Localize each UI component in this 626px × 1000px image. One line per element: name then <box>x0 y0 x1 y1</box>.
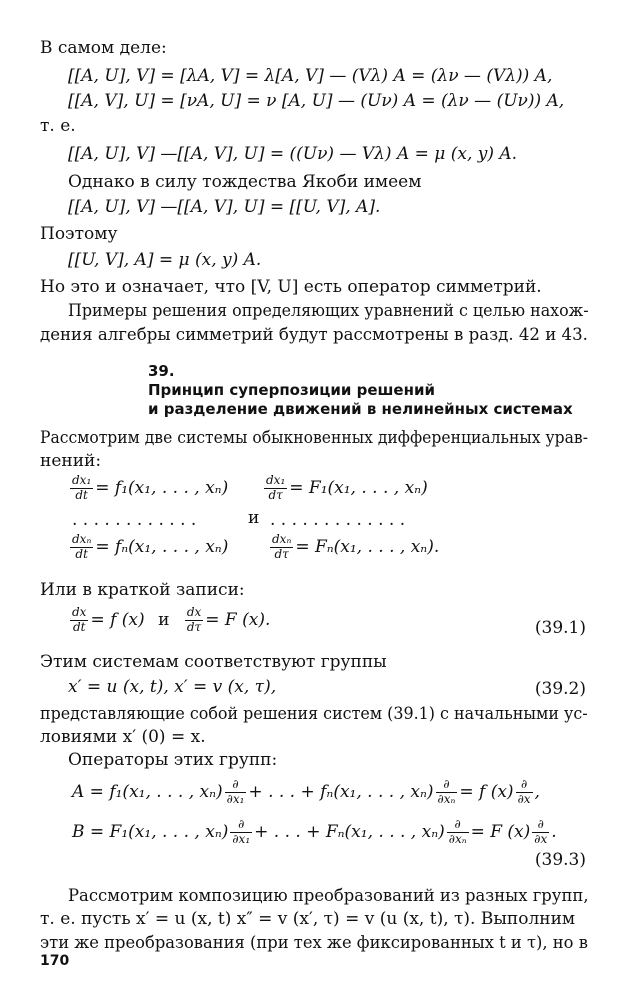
fraction-denominator: dτ <box>268 487 283 502</box>
text-line: Поэтому <box>40 224 118 244</box>
equation-part: + . . . + fₙ(x₁, . . . , xₙ) <box>248 781 434 802</box>
fraction-denominator: dτ <box>274 546 289 561</box>
equation <box>268 533 439 562</box>
fraction-denominator: ∂x₁ <box>232 831 251 846</box>
fraction-numerator: dx <box>72 605 87 619</box>
equation-rhs: = f₁(x₁, . . . , xₙ) <box>95 477 229 498</box>
equation <box>68 474 228 503</box>
equation-39-1 <box>68 606 270 635</box>
equation-number: (39.2) <box>534 679 586 699</box>
punctuation: , <box>534 781 540 802</box>
text-line: Этим системам соответствуют группы <box>40 652 387 672</box>
text-line: Примеры решения определяющих уравнений с целью нахож- <box>68 301 589 321</box>
text-line: Но это и означает, что [V, U] есть оператор симметрий. <box>40 277 542 297</box>
punctuation: . <box>551 821 557 842</box>
fraction-denominator: dτ <box>186 619 202 634</box>
fraction-numerator: ∂ <box>436 778 458 793</box>
equation-part: A = f₁(x₁, . . . , xₙ) <box>72 781 223 802</box>
equation-39-2: x′ = u (x, t), x′ = v (x, τ), <box>68 677 277 697</box>
equation-part: B = F₁(x₁, . . . , xₙ) <box>72 821 229 842</box>
text-line: ловиями x′ (0) = x. <box>40 727 206 747</box>
text-line: дения алгебры симметрий будут рассмотрены в разд. 42 и 43. <box>40 325 588 345</box>
equation: [[A, V], U] = [νA, U] = ν [A, U] — (Uν) A = (λν — (Uν)) A, <box>68 91 565 111</box>
dots: . . . . . . . . . . . . . <box>270 510 406 530</box>
equation-rhs: = F₁(x₁, . . . , xₙ) <box>289 477 428 498</box>
fraction-denominator: dt <box>75 487 88 502</box>
section-title: Принцип суперпозиции решений <box>148 381 435 399</box>
section-number: 39. <box>148 362 175 380</box>
equation-part: = f (x) <box>459 781 514 802</box>
fraction-numerator: dx₁ <box>72 473 92 487</box>
operator-a-equation <box>72 778 540 807</box>
text-line: Рассмотрим композицию преобразований из разных групп, <box>68 886 589 906</box>
and-word: и <box>158 609 170 630</box>
text-line: представляющие собой решения систем (39.1) с начальными ус- <box>40 704 588 724</box>
equation <box>68 533 228 562</box>
text-line: Однако в силу тождества Якоби имеем <box>68 172 422 192</box>
operator-b-equation <box>72 818 557 847</box>
equation: [[A, U], V] = [λA, V] = λ[A, V] — (Vλ) A = (λν — (Vλ)) A, <box>68 66 553 86</box>
text-line: нений: <box>40 451 102 471</box>
fraction-numerator: ∂ <box>230 818 252 833</box>
and-word: и <box>248 508 260 528</box>
text-line: эти же преобразования (при тех же фиксированных t и τ), но в <box>40 933 588 953</box>
fraction-denominator: ∂xₙ <box>448 831 467 846</box>
equation-number: (39.1) <box>534 618 586 638</box>
equation-rhs: = F (x). <box>205 609 271 630</box>
fraction-denominator: ∂x₁ <box>226 791 245 806</box>
fraction-numerator: ∂ <box>516 778 533 793</box>
fraction-numerator: ∂ <box>447 818 469 833</box>
text-line: Операторы этих групп: <box>68 750 278 770</box>
page-number: 170 <box>40 953 70 969</box>
fraction-numerator: ∂ <box>225 778 247 793</box>
equation-number: (39.3) <box>534 850 586 870</box>
equation: [[U, V], A] = μ (x, y) A. <box>68 250 262 270</box>
equation-rhs: = Fₙ(x₁, . . . , xₙ). <box>295 536 440 557</box>
fraction-numerator: ∂ <box>532 818 549 833</box>
equation-rhs: = fₙ(x₁, . . . , xₙ) <box>95 536 229 557</box>
equation-part: + . . . + Fₙ(x₁, . . . , xₙ) <box>254 821 445 842</box>
text-line: Или в краткой записи: <box>40 580 245 600</box>
fraction-denominator: ∂x <box>534 831 548 846</box>
text-line: т. е. пусть x′ = u (x, t) x″ = v (x′, τ) = v (u (x, t), τ). Выполним <box>40 909 576 929</box>
equation: [[A, U], V] —[[A, V], U] = [[U, V], A]. <box>68 197 381 217</box>
text-line: Рассмотрим две системы обыкновенных дифференциальных урав- <box>40 428 588 448</box>
fraction-denominator: dt <box>75 546 88 561</box>
fraction-numerator: dxₙ <box>272 532 292 546</box>
section-title: и разделение движений в нелинейных системах <box>148 400 573 418</box>
equation <box>262 474 428 503</box>
equation-rhs: = f (x) <box>90 609 145 630</box>
fraction-denominator: ∂xₙ <box>437 791 456 806</box>
equation: [[A, U], V] —[[A, V], U] = ((Uν) — Vλ) A = μ (x, y) A. <box>68 144 518 164</box>
dots: . . . . . . . . . . . . <box>72 510 197 530</box>
fraction-numerator: dx <box>186 605 202 619</box>
fraction-numerator: dxₙ <box>72 532 92 546</box>
text-line: т. е. <box>40 116 76 136</box>
text-line: В самом деле: <box>40 38 167 58</box>
fraction-numerator: dx₁ <box>266 473 286 487</box>
fraction-denominator: dt <box>72 619 86 634</box>
equation-part: = F (x) <box>470 821 531 842</box>
fraction-denominator: ∂x <box>517 791 531 806</box>
